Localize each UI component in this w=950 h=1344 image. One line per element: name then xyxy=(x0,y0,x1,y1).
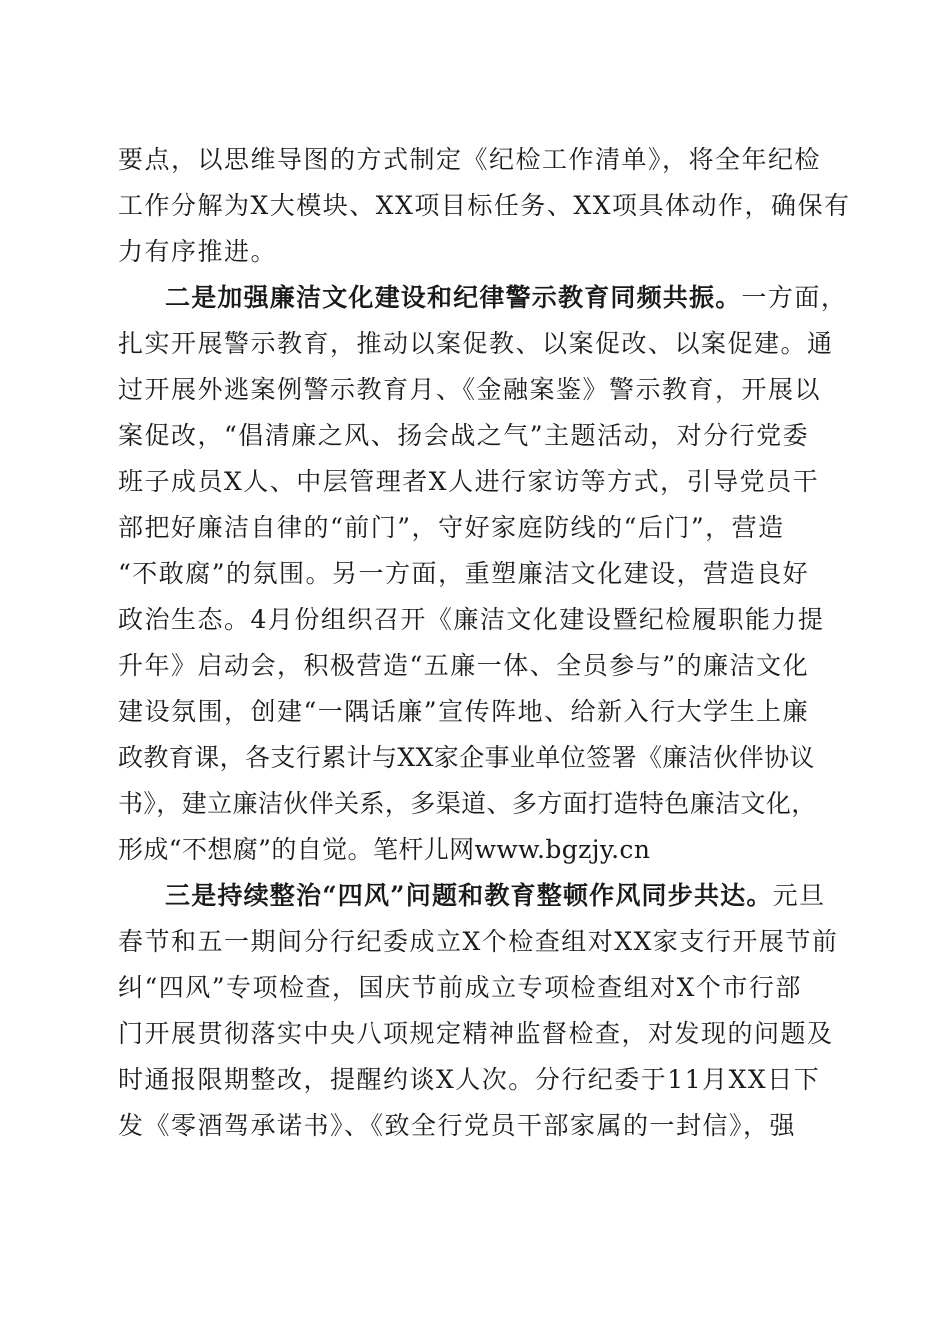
text-line-19: 纠“四风”专项检查，国庆节前成立专项检查组对X个市行部 xyxy=(118,973,802,1002)
text-line-9: 部把好廉洁自律的“前门”，守好家庭防线的“后门”，营造 xyxy=(118,513,785,542)
text-line-11: 政治生态。4月份组织召开《廉洁文化建设暨纪检履职能力提 xyxy=(118,605,825,634)
text-line-14: 政教育课，各支行累计与XX家企事业单位签署《廉洁伙伴协议 xyxy=(118,743,815,772)
text-line-1: 要点，以思维导图的方式制定《纪检工作清单》，将全年纪检 xyxy=(118,145,822,174)
text-line-20: 门开展贯彻落实中央八项规定精神监督检查，对发现的问题及 xyxy=(118,1019,834,1048)
text-line-18: 春节和五一期间分行纪委成立X个检查组对XX家支行开展节前 xyxy=(118,927,839,956)
text-line-21: 时通报限期整改，提醒约谈X人次。分行纪委于11月XX日下 xyxy=(118,1065,821,1094)
text-line-7: 案促改，“倡清廉之风、扬会战之气”主题活动，对分行党委 xyxy=(118,421,810,450)
paragraph-3-first-line xyxy=(165,872,838,920)
paragraph-2-lead: 一方面， xyxy=(741,283,848,312)
text-line-6: 过开展外逃案例警示教育月、《金融案鉴》警示教育，开展以 xyxy=(118,375,822,404)
text-line-22: 发《零酒驾承诺书》、《致全行党员干部家属的一封信》，强 xyxy=(118,1111,797,1140)
text-line-16: 形成“不想腐”的自觉。笔杆儿网www.bgzjy.cn xyxy=(118,835,651,864)
paragraph-2-heading: 二是加强廉洁文化建设和纪律警示教育同频共振。 xyxy=(165,283,742,312)
text-line-13: 建设氛围，创建“一隅话廉”宣传阵地、给新入行大学生上廉 xyxy=(118,697,810,726)
text-line-10: “不敢腐”的氛围。另一方面，重塑廉洁文化建设，营造良好 xyxy=(118,559,810,588)
text-line-8: 班子成员X人、中层管理者X人进行家访等方式，引导党员干 xyxy=(118,467,820,496)
text-line-12: 升年》启动会，积极营造“五廉一体、全员参与”的廉洁文化 xyxy=(118,651,810,680)
text-line-15: 书》，建立廉洁伙伴关系，多渠道、多方面打造特色廉洁文化， xyxy=(118,789,817,818)
paragraph-2-first-line xyxy=(165,274,848,322)
paragraph-3-heading: 三是持续整治“四风”问题和教育整顿作风同步共达。 xyxy=(165,881,773,910)
paragraph-3-lead: 元旦 xyxy=(772,881,826,910)
text-line-3: 力有序推进。 xyxy=(118,237,278,266)
text-line-2: 工作分解为X大模块、XX项目标任务、XX项具体动作，确保有 xyxy=(118,191,851,220)
text-line-5: 扎实开展警示教育，推动以案促教、以案促改、以案促建。通 xyxy=(118,329,834,358)
